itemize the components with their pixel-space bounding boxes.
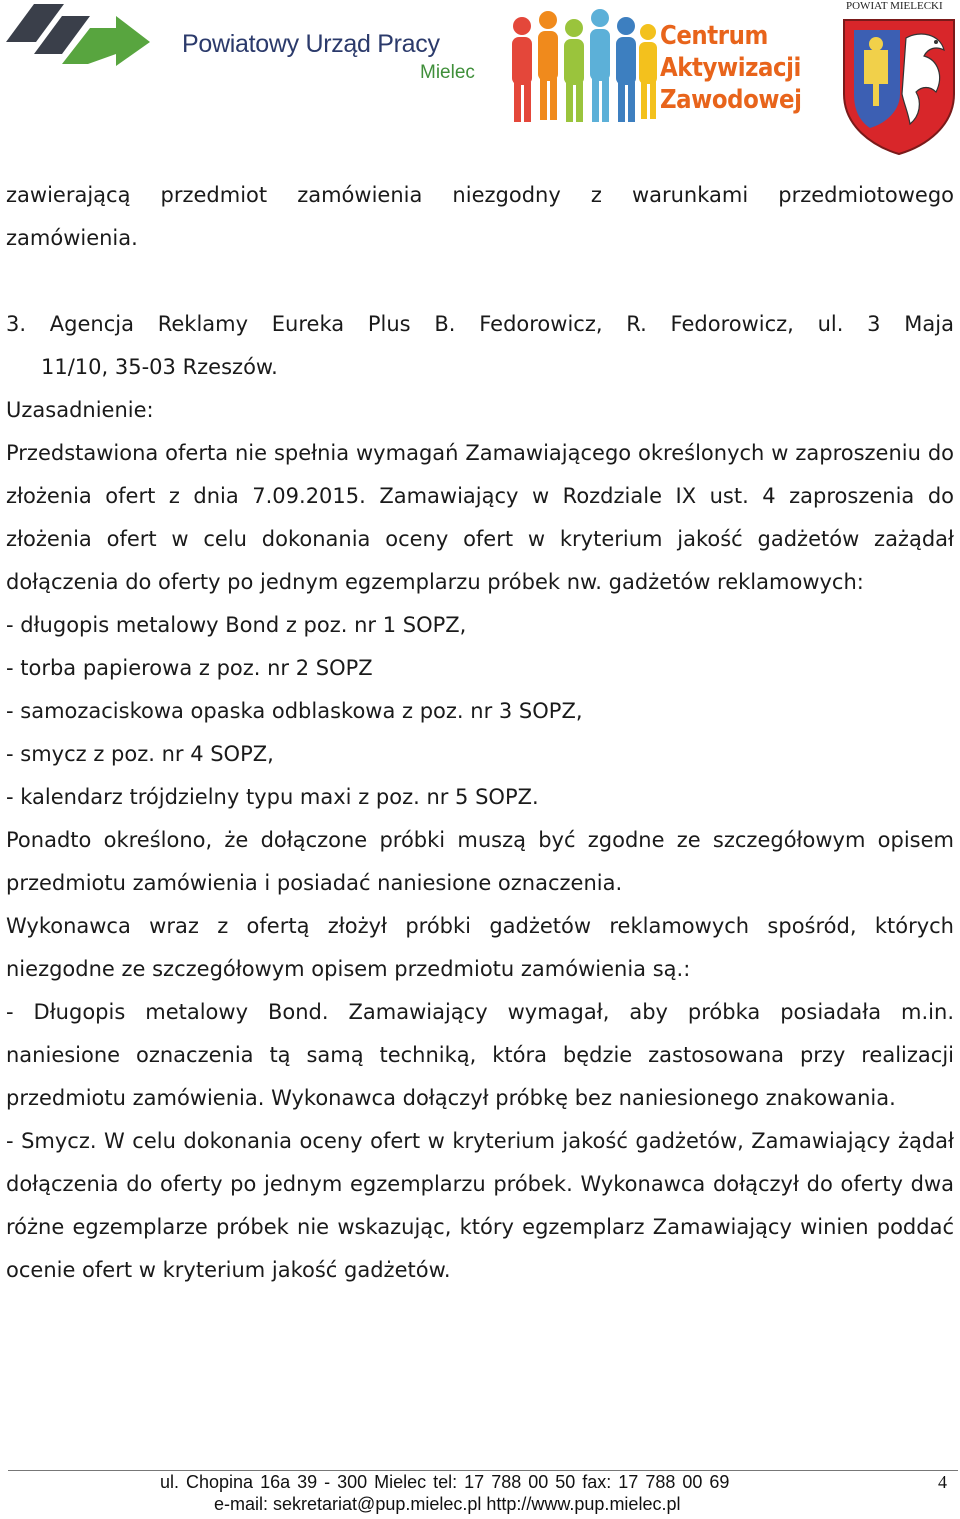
section-heading: Uzasadnienie:: [6, 398, 154, 422]
list-item: 3. Agencja Reklamy Eureka Plus B. Fedorowicz, R. Fedorowicz, ul. 3 Maja: [6, 312, 954, 336]
list-item-continuation: 11/10, 35-03 Rzeszów.: [41, 355, 278, 379]
caz-logo-line-3: Zawodowej: [660, 85, 802, 115]
people-silhouettes-icon: [500, 6, 660, 128]
caz-logo-line-1: Centrum: [660, 21, 768, 51]
paragraph-line: zawierającą przedmiot zamówienia niezgodny z warunkami przedmiotowego: [6, 183, 954, 207]
paragraph: Przedstawiona oferta nie spełnia wymagań Zamawiającego określonych w zaproszeniu do złożenia ofert z dnia 7.09.2015. Zamawiający w Rozdziale IX ust. 4 zaproszenia do złożenia ofert w celu dokonania oceny ofert w kryterium jakość gadżetów zażądał dołączenia do oferty po jednym egzemplarzu próbek nw. gadżetów reklamowych:: [6, 441, 954, 594]
footer-contact: e-mail: sekretariat@pup.mielec.pl http://www.pup.mielec.pl: [214, 1494, 681, 1514]
list-item: - torba papierowa z poz. nr 2 SOPZ: [6, 656, 373, 680]
list-item: - smycz z poz. nr 4 SOPZ,: [6, 742, 274, 766]
footer-address: ul. Chopina 16a 39 - 300 Mielec tel: 17 788 00 50 fax: 17 788 00 69: [160, 1472, 730, 1492]
list-item: - samozaciskowa opaska odblaskowa z poz. nr 3 SOPZ,: [6, 699, 583, 723]
list-item: - kalendarz trójdzielny typu maxi z poz. nr 5 SOPZ.: [6, 785, 539, 809]
page-number: 4: [938, 1472, 947, 1492]
spacer: [6, 260, 954, 303]
footer-divider: [8, 1470, 958, 1471]
page-header: [0, 0, 960, 160]
county-crest-icon: [840, 16, 958, 156]
document-body: [6, 174, 954, 1292]
paragraph-line: zamówienia.: [6, 226, 138, 250]
caz-logo: [660, 20, 825, 116]
paragraph: - Długopis metalowy Bond. Zamawiający wymagał, aby próbka posiadała m.in. naniesione oznaczenia tą samą techniką, która będzie zastosowana przy realizacji przedmiotu zamówienia. Wykonawca dołączył próbkę bez naniesionego znakowania.: [6, 1000, 954, 1110]
office-name: Powiatowy Urząd Pracy: [182, 30, 440, 58]
paragraph: Ponadto określono, że dołączone próbki muszą być zgodne ze szczegółowym opisem przedmiotu zamówienia i posiadać naniesione oznaczenia.: [6, 828, 954, 895]
office-city: Mielec: [420, 62, 475, 83]
pup-logo-icon: [4, 2, 154, 66]
caz-logo-line-2: Aktywizacji: [660, 53, 801, 83]
paragraph: Wykonawca wraz z ofertą złożył próbki gadżetów reklamowych spośród, których niezgodne ze szczegółowym opisem przedmiotu zamówienia są.:: [6, 914, 954, 981]
county-label: POWIAT MIELECKI: [846, 0, 943, 12]
paragraph: - Smycz. W celu dokonania oceny ofert w kryterium jakość gadżetów, Zamawiający żądał dołączenia do oferty po jednym egzemplarzu próbek. Wykonawca dołączył do oferty dwa różne egzemplarze próbek nie wskazując, który egzemplarz Zamawiający winien poddać ocenie ofert w kryterium jakość gadżetów.: [6, 1129, 954, 1282]
list-item: - długopis metalowy Bond z poz. nr 1 SOPZ,: [6, 613, 467, 637]
